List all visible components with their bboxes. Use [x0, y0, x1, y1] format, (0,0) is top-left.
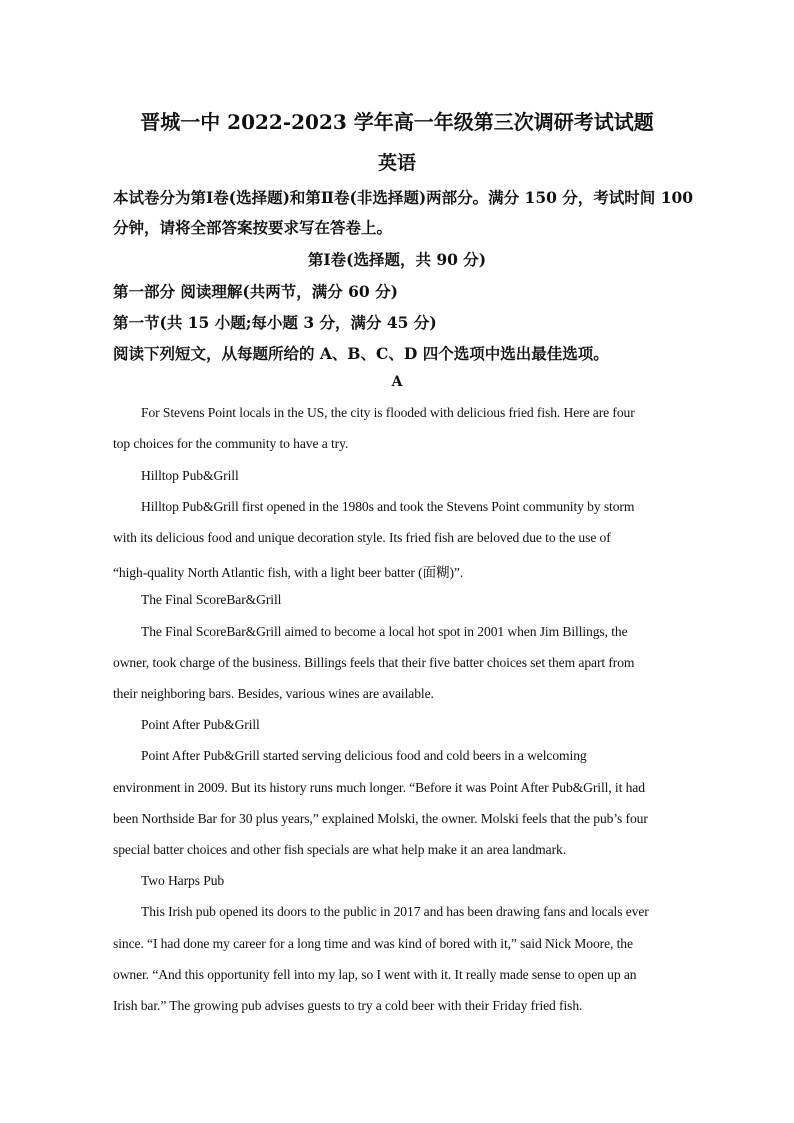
- passage-paragraph-line: “high-quality North Atlantic fish, with a light beer batter (面糊)”.: [113, 565, 464, 580]
- passage-paragraph-line: been Northside Bar for 30 plus years,” explained Molski, the owner. Molski feels that the pub’s four: [113, 811, 648, 826]
- passage-paragraph-line: The Final ScoreBar&Grill aimed to become a local hot spot in 2001 when Jim Billings, the: [141, 624, 628, 639]
- passage-paragraph-line: Hilltop Pub&Grill first opened in the 1980s and took the Stevens Point community by storm: [141, 499, 635, 514]
- directions: 阅读下列短文，从每题所给的 A、B、C、D 四个选项中选出最佳选项。: [113, 344, 609, 363]
- restaurant-heading: The Final ScoreBar&Grill: [141, 592, 282, 607]
- restaurant-heading: Point After Pub&Grill: [141, 717, 260, 732]
- passage-paragraph-line: Point After Pub&Grill started serving delicious food and cold beers in a welcoming: [141, 748, 587, 763]
- passage-paragraph-line: top choices for the community to have a try.: [113, 436, 349, 451]
- passage-paragraph-line: special batter choices and other fish specials are what help make it an area landmark.: [113, 842, 567, 857]
- part-heading: 第一部分 阅读理解(共两节，满分 60 分): [113, 282, 398, 301]
- subsection-heading: 第一节(共 15 小题;每小题 3 分，满分 45 分): [113, 313, 437, 332]
- passage-paragraph-line: owner, took charge of the business. Billings feels that their five batter choices set them apart from: [113, 655, 635, 670]
- subject-title: 英语: [377, 152, 416, 174]
- passage-paragraph-line: For Stevens Point locals in the US, the city is flooded with delicious fried fish. Here are four: [141, 405, 635, 420]
- passage-paragraph-line: This Irish pub opened its doors to the public in 2017 and has been drawing fans and locals ever: [141, 904, 649, 919]
- passage-paragraph-line: with its delicious food and unique decoration style. Its fried fish are beloved due to the use of: [113, 530, 611, 545]
- passage-paragraph-line: Irish bar.” The growing pub advises guests to try a cold beer with their Friday fried fish.: [113, 998, 583, 1013]
- restaurant-heading: Two Harps Pub: [141, 873, 225, 888]
- passage-paragraph-line: environment in 2009. But its history runs much longer. “Before it was Point After Pub&Grill, it had: [113, 780, 645, 795]
- section-title: 第Ⅰ卷(选择题，共 90 分): [307, 250, 487, 269]
- passage-paragraph-line: since. “I had done my career for a long time and was kind of bored with it,” said Nick Moore, the: [113, 936, 633, 951]
- passage-paragraph-line: owner. “And this opportunity fell into my lap, so I went with it. It really made sense to open up an: [113, 967, 637, 982]
- instruction-line-2: 分钟，请将全部答案按要求写在答卷上。: [113, 218, 393, 237]
- exam-title: 晋城一中 2022-2023 学年高一年级第三次调研考试试题: [140, 110, 654, 134]
- restaurant-heading: Hilltop Pub&Grill: [141, 468, 239, 483]
- instruction-line-1: 本试卷分为第Ⅰ卷(选择题)和第Ⅱ卷(非选择题)两部分。满分 150 分，考试时间 100: [113, 188, 694, 207]
- passage-paragraph-line: their neighboring bars. Besides, various wines are available.: [113, 686, 434, 701]
- passage-label: A: [391, 374, 403, 390]
